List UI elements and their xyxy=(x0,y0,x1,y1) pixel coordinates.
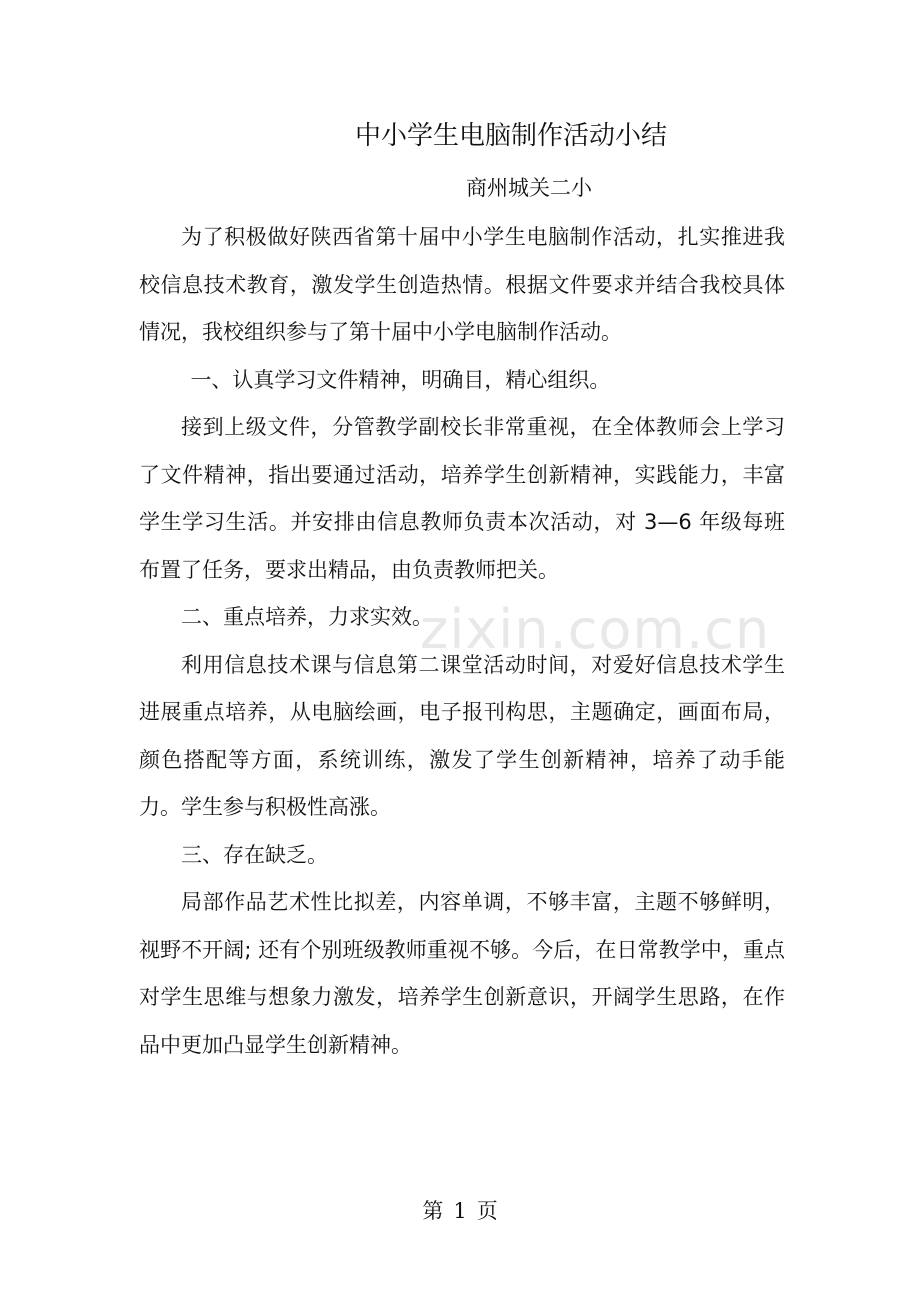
document-body xyxy=(139,214,785,1069)
page-footer xyxy=(0,1195,920,1227)
footer-suffix: 页 xyxy=(476,1199,498,1223)
section-heading-2: 二、重点培养，力求实效。 xyxy=(181,605,433,629)
section-heading-3: 三、存在缺乏。 xyxy=(181,842,328,867)
section-heading-1: 一、认真学习文件精神，明确目，精心组织。 xyxy=(190,367,611,392)
footer-prefix: 第 xyxy=(422,1199,444,1223)
paragraph-intro: 为了积极做好陕西省第十届中小学生电脑制作活动，扎实推进我校信息技术教育，激发学生创造热情。根据文件要求并结合我校具体情况，我校组织参与了第十届中小学电脑制作活动。 xyxy=(139,225,785,344)
watermark-text: zixin.com.cn xyxy=(420,598,771,661)
document-author: 商州城关二小 xyxy=(466,176,592,200)
document-title: 中小学生电脑制作活动小结 xyxy=(354,121,667,151)
page-number: 1 xyxy=(453,1199,467,1223)
paragraph-section-1: 接到上级文件，分管教学副校长非常重视，在全体教师会上学习了文件精神，指出要通过活动，培养学生创新精神，实践能力，丰富学生学习生活。并安排由信息教师负责本次活动，对 3—6 年级每班布置了任务，要求出精品，由负责教师把关。 xyxy=(139,415,785,582)
paragraph-section-2: 利用信息技术课与信息第二课堂活动时间，对爱好信息技术学生进展重点培养，从电脑绘画，电子报刊构思，主题确定，画面布局，颜色搭配等方面，系统训练，激发了学生创新精神，培养了动手能力。学生参与积极性高涨。 xyxy=(139,652,785,819)
paragraph-section-3: 局部作品艺术性比拟差，内容单调，不够丰富，主题不够鲜明，视野不开阔; 还有个别班级教师重视不够。今后，在日常教学中，重点对学生思维与想象力激发，培养学生创新意识，开阔学生思路，在作品中更加凸显学生创新精神。 xyxy=(139,890,785,1057)
